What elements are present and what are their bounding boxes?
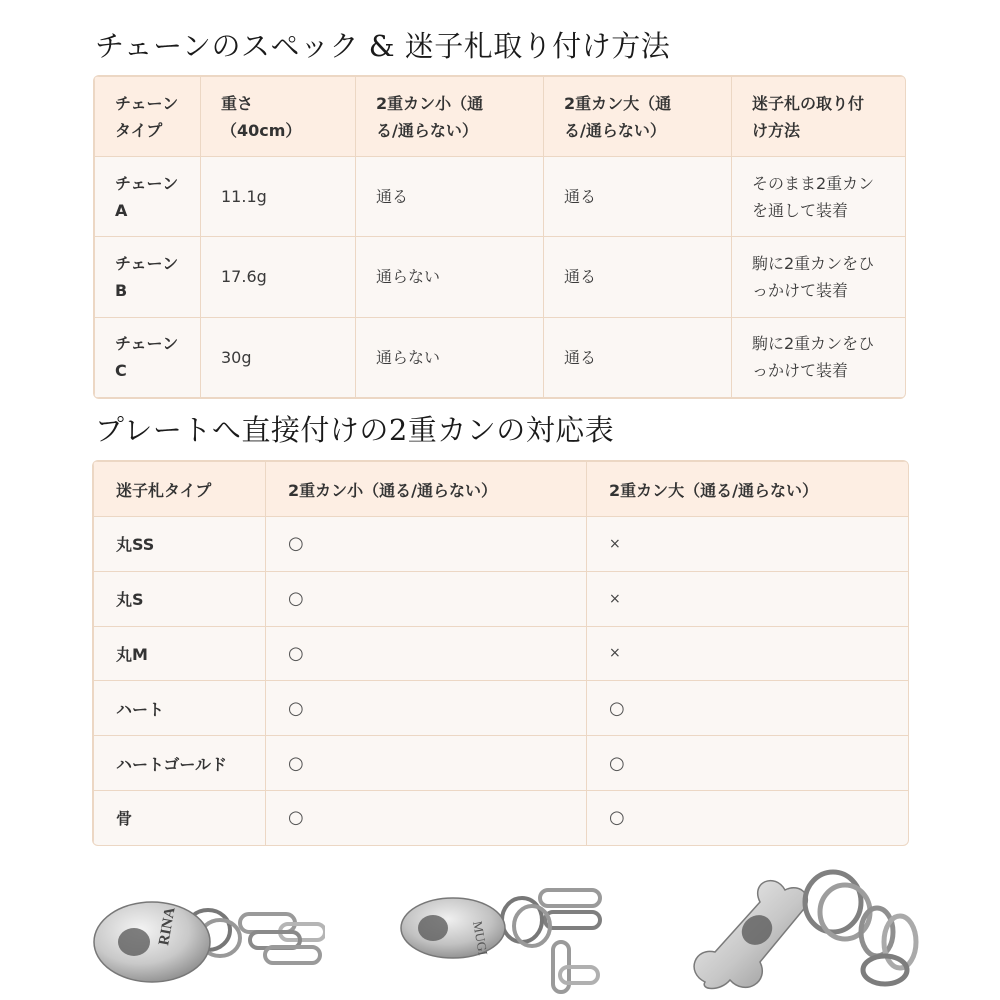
section-title-chain-spec: チェーンのスペック & 迷子札取り付け方法 [95, 29, 671, 63]
header-tag-type: 迷子札タイプ [94, 462, 266, 517]
cell-attach-method: そのまま2重カン を通して装着 [732, 157, 906, 237]
table-row [94, 736, 909, 791]
dog-portrait-engraving [418, 915, 448, 941]
table-header-row [94, 462, 909, 517]
tag-engraving-text: RINA [156, 906, 179, 947]
cell-chain-type: チェーン C [95, 317, 201, 397]
table-row [94, 681, 909, 736]
cell-large-ring: ○ [587, 736, 909, 791]
chain-links [540, 890, 600, 992]
cell-chain-type: チェーン A [95, 157, 201, 237]
round-tag [94, 902, 210, 982]
cell-weight: 11.1g [201, 157, 356, 237]
cell-small-ring: 通らない [356, 237, 544, 317]
table-row [95, 237, 906, 317]
tag-engraving-text: MUGI [470, 919, 491, 957]
cell-weight: 17.6g [201, 237, 356, 317]
header-small-ring: 2重カン小（通る/通らない） [266, 462, 587, 517]
cell-weight: 30g [201, 317, 356, 397]
header-large-ring: 2重カン大（通る/通らない） [587, 462, 909, 517]
table-header-row [95, 77, 906, 157]
table-row [94, 626, 909, 681]
cell-tag-type: 丸M [94, 626, 266, 681]
table-row [94, 517, 909, 572]
cell-large-ring: ○ [587, 790, 909, 845]
cell-tag-type: ハート [94, 681, 266, 736]
cell-large-ring: 通る [544, 317, 732, 397]
dog-portrait-engraving [118, 928, 150, 956]
photo-bone-tag-chain [685, 862, 920, 997]
table-row [94, 571, 909, 626]
photo-round-tag-chain-2 [395, 862, 605, 997]
header-weight: 重さ （40cm） [201, 77, 356, 157]
cell-large-ring: ○ [587, 681, 909, 736]
header-large-ring: 2重カン大（通 る/通らない） [544, 77, 732, 157]
cell-small-ring: ○ [266, 790, 587, 845]
cell-attach-method: 駒に2重カンをひ っかけて装着 [732, 317, 906, 397]
photo-round-tag-chain [90, 862, 325, 997]
table-row [95, 157, 906, 237]
ring-compat-table [92, 460, 909, 846]
cell-small-ring: ○ [266, 736, 587, 791]
table-row [95, 317, 906, 397]
cell-large-ring: 通る [544, 157, 732, 237]
cell-chain-type: チェーン B [95, 237, 201, 317]
cell-large-ring: × [587, 517, 909, 572]
chain-spec-table [93, 75, 906, 399]
cell-small-ring: ○ [266, 626, 587, 681]
header-chain-type: チェーン タイプ [95, 77, 201, 157]
cell-large-ring: × [587, 626, 909, 681]
cell-attach-method: 駒に2重カンをひ っかけて装着 [732, 237, 906, 317]
cell-small-ring: ○ [266, 681, 587, 736]
section-title-ring-compat: プレートへ直接付けの2重カンの対応表 [95, 413, 615, 447]
header-small-ring: 2重カン小（通 る/通らない） [356, 77, 544, 157]
cell-large-ring: 通る [544, 237, 732, 317]
cell-tag-type: 丸SS [94, 517, 266, 572]
cell-small-ring: ○ [266, 571, 587, 626]
cell-small-ring: ○ [266, 517, 587, 572]
header-attach-method: 迷子札の取り付 け方法 [732, 77, 906, 157]
cell-tag-type: 丸S [94, 571, 266, 626]
cell-tag-type: 骨 [94, 790, 266, 845]
cell-small-ring: 通らない [356, 317, 544, 397]
cell-small-ring: 通る [356, 157, 544, 237]
chain-links [240, 914, 325, 963]
table-row [94, 790, 909, 845]
cell-tag-type: ハートゴールド [94, 736, 266, 791]
cell-large-ring: × [587, 571, 909, 626]
